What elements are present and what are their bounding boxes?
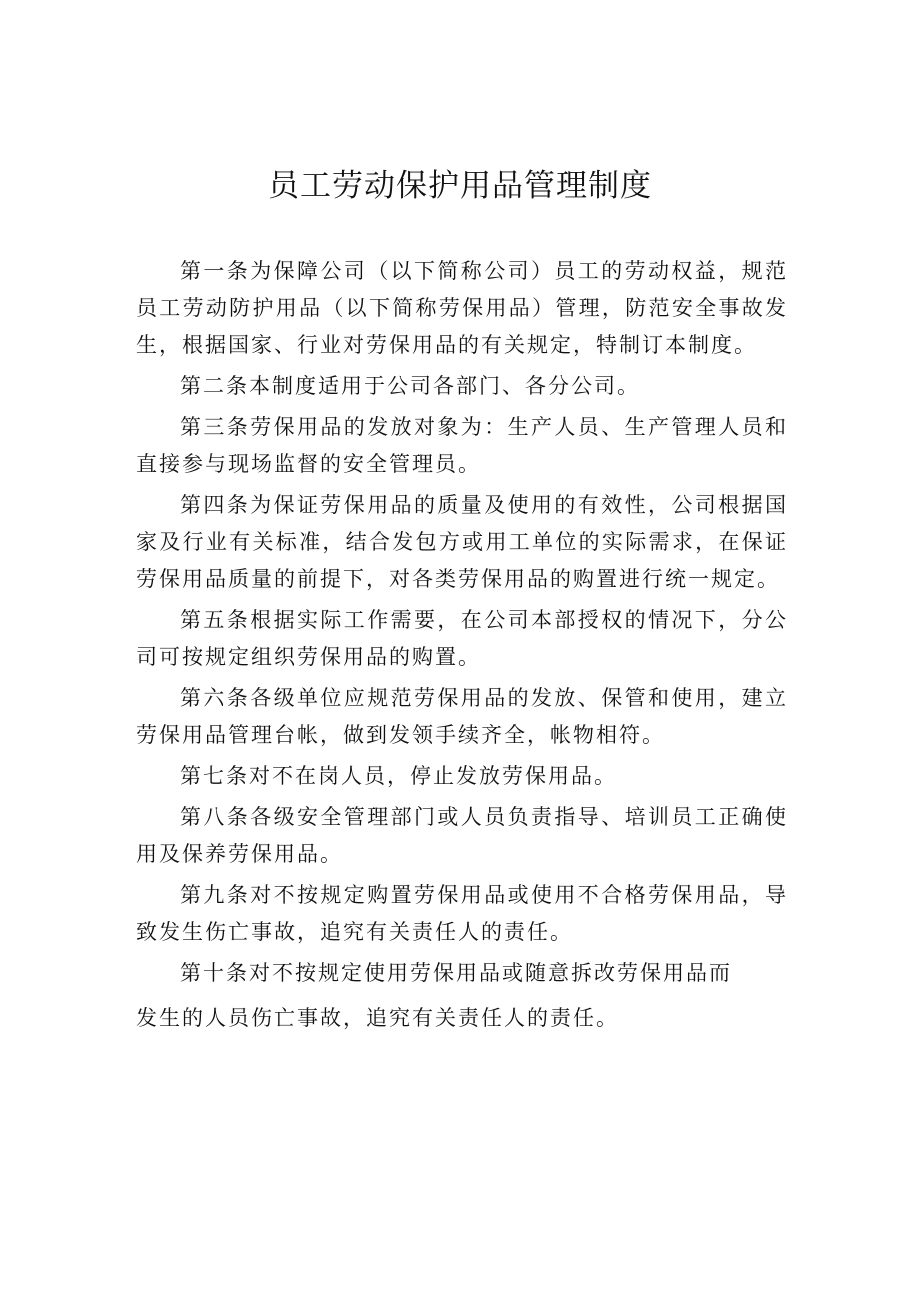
article-2: 第二条本制度适用于公司各部门、各分公司。 [180,374,640,398]
article-10-continuation: 发生的人员伤亡事故，追究有关责任人的责任。 [136,1006,619,1030]
article-4: 第四条为保证劳保用品的质量及使用的有效性，公司根据国家及行业有关标准，结合发包方或用工单位的实际需求，在保证劳保用品质量的前提下，对各类劳保用品的购置进行统一规定。 [136,493,788,591]
article-1: 第一条为保障公司（以下简称公司）员工的劳动权益，规范员工劳动防护用品（以下简称劳保用品）管理，防范安全事故发生，根据国家、行业对劳保用品的有关规定，特制订本制度。 [136,259,788,357]
article-9: 第九条对不按规定购置劳保用品或使用不合格劳保用品，导致发生伤亡事故，追究有关责任人的责任。 [136,883,788,944]
article-5: 第五条根据实际工作需要，在公司本部授权的情况下，分公司可按规定组织劳保用品的购置。 [136,608,788,669]
document-body [136,253,788,1037]
article-6: 第六条各级单位应规范劳保用品的发放、保管和使用，建立劳保用品管理台帐，做到发领手续齐全，帐物相符。 [136,686,788,747]
article-10: 第十条对不按规定使用劳保用品或随意拆改劳保用品而 [180,961,732,985]
article-7: 第七条对不在岗人员，停止发放劳保用品。 [180,764,617,788]
article-3: 第三条劳保用品的发放对象为：生产人员、生产管理人员和直接参与现场监督的安全管理员。 [136,415,788,476]
document-title: 员工劳动保护用品管理制度 [268,168,652,204]
article-8: 第八条各级安全管理部门或人员负责指导、培训员工正确使用及保养劳保用品。 [136,805,788,866]
